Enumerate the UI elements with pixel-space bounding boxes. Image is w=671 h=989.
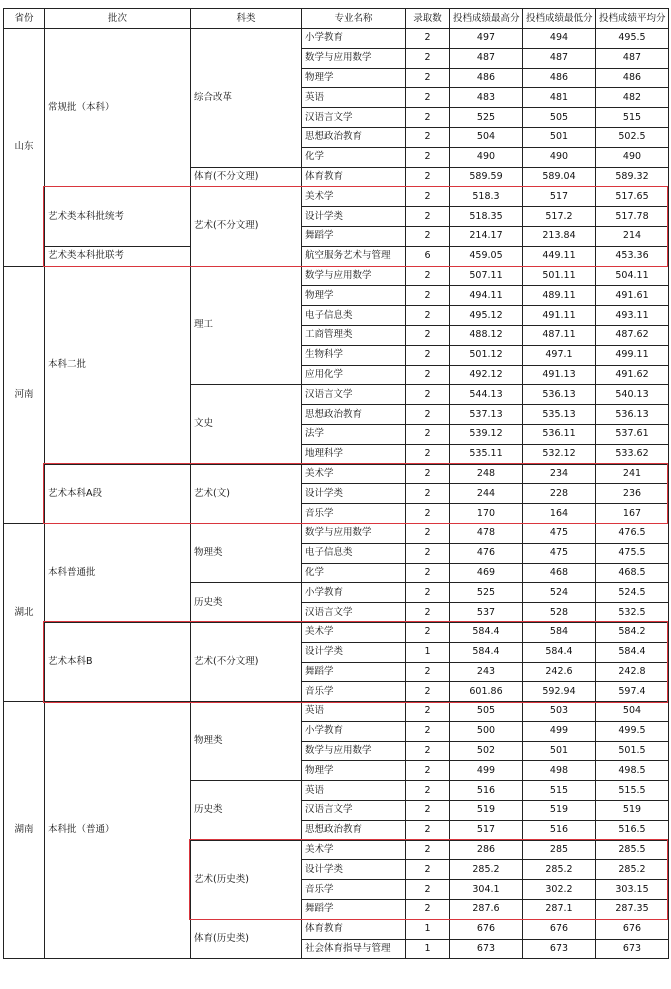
major-cell: 舞蹈学 (302, 226, 406, 246)
major-cell: 汉语言文学 (302, 385, 406, 405)
min-cell: 491.11 (523, 306, 596, 326)
count-cell: 2 (406, 325, 450, 345)
count-cell: 2 (406, 147, 450, 167)
count-cell: 6 (406, 246, 450, 266)
max-cell: 285.2 (450, 860, 523, 880)
header-count: 录取数 (406, 9, 450, 29)
major-cell: 生物科学 (302, 345, 406, 365)
subject-cell: 艺术(不分文理) (191, 622, 302, 701)
major-cell: 设计学类 (302, 860, 406, 880)
major-cell: 地理科学 (302, 444, 406, 464)
major-cell: 数学与应用数学 (302, 741, 406, 761)
avg-cell: 499.11 (596, 345, 669, 365)
table-row (4, 29, 669, 49)
avg-cell: 597.4 (596, 682, 669, 702)
header-subject: 科类 (191, 9, 302, 29)
max-cell: 214.17 (450, 226, 523, 246)
major-cell: 物理学 (302, 286, 406, 306)
min-cell: 676 (523, 919, 596, 939)
count-cell: 2 (406, 484, 450, 504)
count-cell: 2 (406, 29, 450, 49)
count-cell: 2 (406, 345, 450, 365)
min-cell: 499 (523, 721, 596, 741)
max-cell: 502 (450, 741, 523, 761)
count-cell: 2 (406, 583, 450, 603)
header-batch: 批次 (45, 9, 191, 29)
table-row (4, 266, 669, 286)
min-cell: 528 (523, 603, 596, 623)
count-cell: 2 (406, 523, 450, 543)
min-cell: 242.6 (523, 662, 596, 682)
avg-cell: 501.5 (596, 741, 669, 761)
max-cell: 488.12 (450, 325, 523, 345)
min-cell: 213.84 (523, 226, 596, 246)
avg-cell: 504.11 (596, 266, 669, 286)
min-cell: 489.11 (523, 286, 596, 306)
avg-cell: 490 (596, 147, 669, 167)
avg-cell: 236 (596, 484, 669, 504)
min-cell: 228 (523, 484, 596, 504)
max-cell: 459.05 (450, 246, 523, 266)
max-cell: 517 (450, 820, 523, 840)
subject-cell: 理工 (191, 266, 302, 385)
table-row (4, 464, 669, 484)
major-cell: 数学与应用数学 (302, 523, 406, 543)
subject-cell: 物理类 (191, 523, 302, 582)
table-row (4, 702, 669, 722)
avg-cell: 515.5 (596, 781, 669, 801)
min-cell: 535.13 (523, 405, 596, 425)
admission-scores-table (3, 8, 669, 959)
min-cell: 497.1 (523, 345, 596, 365)
min-cell: 494 (523, 29, 596, 49)
min-cell: 486 (523, 68, 596, 88)
subject-cell: 综合改革 (191, 29, 302, 168)
avg-cell: 482 (596, 88, 669, 108)
avg-cell: 242.8 (596, 662, 669, 682)
subject-cell: 物理类 (191, 702, 302, 781)
major-cell: 汉语言文学 (302, 603, 406, 623)
batch-cell: 艺术类本科批联考 (45, 246, 191, 266)
avg-cell: 476.5 (596, 523, 669, 543)
major-cell: 小学教育 (302, 29, 406, 49)
avg-cell: 589.32 (596, 167, 669, 187)
min-cell: 501 (523, 127, 596, 147)
major-cell: 工商管理类 (302, 325, 406, 345)
min-cell: 468 (523, 563, 596, 583)
major-cell: 英语 (302, 702, 406, 722)
major-cell: 法学 (302, 424, 406, 444)
major-cell: 小学教育 (302, 583, 406, 603)
count-cell: 2 (406, 286, 450, 306)
min-cell: 285 (523, 840, 596, 860)
major-cell: 英语 (302, 781, 406, 801)
count-cell: 2 (406, 543, 450, 563)
min-cell: 592.94 (523, 682, 596, 702)
table-row (4, 523, 669, 543)
max-cell: 519 (450, 801, 523, 821)
min-cell: 517 (523, 187, 596, 207)
table-body (4, 29, 669, 959)
min-cell: 498 (523, 761, 596, 781)
count-cell: 2 (406, 306, 450, 326)
min-cell: 516 (523, 820, 596, 840)
avg-cell: 517.65 (596, 187, 669, 207)
count-cell: 2 (406, 563, 450, 583)
count-cell: 2 (406, 504, 450, 524)
major-cell: 数学与应用数学 (302, 266, 406, 286)
batch-cell: 本科普通批 (45, 523, 191, 622)
count-cell: 2 (406, 464, 450, 484)
max-cell: 518.3 (450, 187, 523, 207)
min-cell: 517.2 (523, 207, 596, 227)
min-cell: 491.13 (523, 365, 596, 385)
batch-cell: 艺术类本科批统考 (45, 187, 191, 246)
max-cell: 495.12 (450, 306, 523, 326)
max-cell: 487 (450, 48, 523, 68)
batch-cell: 本科批（普通） (45, 702, 191, 959)
avg-cell: 502.5 (596, 127, 669, 147)
max-cell: 504 (450, 127, 523, 147)
avg-cell: 676 (596, 919, 669, 939)
count-cell: 2 (406, 781, 450, 801)
avg-cell: 491.62 (596, 365, 669, 385)
major-cell: 美术学 (302, 840, 406, 860)
max-cell: 490 (450, 147, 523, 167)
admission-scores-sheet (3, 8, 668, 959)
avg-cell: 495.5 (596, 29, 669, 49)
major-cell: 电子信息类 (302, 543, 406, 563)
min-cell: 287.1 (523, 900, 596, 920)
avg-cell: 533.62 (596, 444, 669, 464)
major-cell: 音乐学 (302, 880, 406, 900)
count-cell: 2 (406, 662, 450, 682)
max-cell: 501.12 (450, 345, 523, 365)
table-row (4, 187, 669, 207)
major-cell: 思想政治教育 (302, 127, 406, 147)
min-cell: 475 (523, 523, 596, 543)
avg-cell: 673 (596, 939, 669, 959)
max-cell: 499 (450, 761, 523, 781)
major-cell: 美术学 (302, 622, 406, 642)
max-cell: 601.86 (450, 682, 523, 702)
max-cell: 539.12 (450, 424, 523, 444)
max-cell: 248 (450, 464, 523, 484)
count-cell: 2 (406, 48, 450, 68)
max-cell: 478 (450, 523, 523, 543)
min-cell: 302.2 (523, 880, 596, 900)
major-cell: 化学 (302, 147, 406, 167)
major-cell: 音乐学 (302, 504, 406, 524)
min-cell: 536.13 (523, 385, 596, 405)
avg-cell: 498.5 (596, 761, 669, 781)
count-cell: 2 (406, 820, 450, 840)
major-cell: 设计学类 (302, 484, 406, 504)
max-cell: 244 (450, 484, 523, 504)
min-cell: 532.12 (523, 444, 596, 464)
max-cell: 589.59 (450, 167, 523, 187)
count-cell: 2 (406, 603, 450, 623)
count-cell: 2 (406, 860, 450, 880)
count-cell: 2 (406, 266, 450, 286)
major-cell: 航空服务艺术与管理 (302, 246, 406, 266)
count-cell: 2 (406, 424, 450, 444)
major-cell: 化学 (302, 563, 406, 583)
batch-cell: 本科二批 (45, 266, 191, 464)
major-cell: 电子信息类 (302, 306, 406, 326)
avg-cell: 499.5 (596, 721, 669, 741)
avg-cell: 453.36 (596, 246, 669, 266)
subject-cell: 艺术(文) (191, 464, 302, 523)
avg-cell: 517.78 (596, 207, 669, 227)
min-cell: 501.11 (523, 266, 596, 286)
max-cell: 507.11 (450, 266, 523, 286)
max-cell: 505 (450, 702, 523, 722)
count-cell: 2 (406, 108, 450, 128)
major-cell: 汉语言文学 (302, 108, 406, 128)
batch-cell: 艺术本科B (45, 622, 191, 701)
avg-cell: 519 (596, 801, 669, 821)
count-cell: 2 (406, 167, 450, 187)
count-cell: 2 (406, 741, 450, 761)
major-cell: 应用化学 (302, 365, 406, 385)
major-cell: 社会体育指导与管理 (302, 939, 406, 959)
avg-cell: 486 (596, 68, 669, 88)
avg-cell: 487.62 (596, 325, 669, 345)
max-cell: 584.4 (450, 622, 523, 642)
avg-cell: 167 (596, 504, 669, 524)
major-cell: 设计学类 (302, 642, 406, 662)
min-cell: 524 (523, 583, 596, 603)
avg-cell: 287.35 (596, 900, 669, 920)
count-cell: 2 (406, 127, 450, 147)
major-cell: 美术学 (302, 187, 406, 207)
header-avg: 投档成绩平均分 (596, 9, 669, 29)
table-row (4, 246, 669, 266)
subject-cell: 历史类 (191, 781, 302, 840)
major-cell: 设计学类 (302, 207, 406, 227)
count-cell: 2 (406, 187, 450, 207)
subject-cell: 艺术(不分文理) (191, 187, 302, 266)
avg-cell: 303.15 (596, 880, 669, 900)
max-cell: 483 (450, 88, 523, 108)
avg-cell: 515 (596, 108, 669, 128)
avg-cell: 540.13 (596, 385, 669, 405)
header-max: 投档成绩最高分 (450, 9, 523, 29)
count-cell: 2 (406, 365, 450, 385)
max-cell: 476 (450, 543, 523, 563)
max-cell: 170 (450, 504, 523, 524)
max-cell: 676 (450, 919, 523, 939)
major-cell: 小学教育 (302, 721, 406, 741)
header-province: 省份 (4, 9, 45, 29)
avg-cell: 285.2 (596, 860, 669, 880)
min-cell: 505 (523, 108, 596, 128)
major-cell: 体育教育 (302, 167, 406, 187)
min-cell: 503 (523, 702, 596, 722)
min-cell: 501 (523, 741, 596, 761)
max-cell: 497 (450, 29, 523, 49)
min-cell: 536.11 (523, 424, 596, 444)
max-cell: 525 (450, 583, 523, 603)
subject-cell: 艺术(历史类) (191, 840, 302, 919)
province-cell: 山东 (4, 29, 45, 267)
count-cell: 1 (406, 939, 450, 959)
min-cell: 519 (523, 801, 596, 821)
count-cell: 2 (406, 801, 450, 821)
min-cell: 475 (523, 543, 596, 563)
count-cell: 2 (406, 702, 450, 722)
avg-cell: 214 (596, 226, 669, 246)
avg-cell: 285.5 (596, 840, 669, 860)
count-cell: 2 (406, 207, 450, 227)
count-cell: 2 (406, 682, 450, 702)
min-cell: 490 (523, 147, 596, 167)
min-cell: 487.11 (523, 325, 596, 345)
count-cell: 1 (406, 919, 450, 939)
max-cell: 544.13 (450, 385, 523, 405)
major-cell: 舞蹈学 (302, 662, 406, 682)
count-cell: 2 (406, 761, 450, 781)
avg-cell: 475.5 (596, 543, 669, 563)
major-cell: 思想政治教育 (302, 405, 406, 425)
min-cell: 164 (523, 504, 596, 524)
major-cell: 数学与应用数学 (302, 48, 406, 68)
major-cell: 英语 (302, 88, 406, 108)
major-cell: 汉语言文学 (302, 801, 406, 821)
avg-cell: 532.5 (596, 603, 669, 623)
subject-cell: 文史 (191, 385, 302, 464)
avg-cell: 524.5 (596, 583, 669, 603)
max-cell: 243 (450, 662, 523, 682)
major-cell: 物理学 (302, 761, 406, 781)
subject-cell: 体育(不分文理) (191, 167, 302, 187)
max-cell: 494.11 (450, 286, 523, 306)
count-cell: 2 (406, 405, 450, 425)
max-cell: 584.4 (450, 642, 523, 662)
count-cell: 2 (406, 88, 450, 108)
avg-cell: 493.11 (596, 306, 669, 326)
avg-cell: 516.5 (596, 820, 669, 840)
header-major: 专业名称 (302, 9, 406, 29)
max-cell: 304.1 (450, 880, 523, 900)
batch-cell: 艺术本科A段 (45, 464, 191, 523)
max-cell: 525 (450, 108, 523, 128)
major-cell: 美术学 (302, 464, 406, 484)
min-cell: 584 (523, 622, 596, 642)
max-cell: 500 (450, 721, 523, 741)
avg-cell: 537.61 (596, 424, 669, 444)
max-cell: 287.6 (450, 900, 523, 920)
max-cell: 469 (450, 563, 523, 583)
max-cell: 537.13 (450, 405, 523, 425)
max-cell: 537 (450, 603, 523, 623)
min-cell: 487 (523, 48, 596, 68)
count-cell: 2 (406, 900, 450, 920)
count-cell: 2 (406, 226, 450, 246)
avg-cell: 504 (596, 702, 669, 722)
major-cell: 物理学 (302, 68, 406, 88)
batch-cell: 常规批（本科） (45, 29, 191, 187)
min-cell: 589.04 (523, 167, 596, 187)
major-cell: 思想政治教育 (302, 820, 406, 840)
major-cell: 舞蹈学 (302, 900, 406, 920)
avg-cell: 487 (596, 48, 669, 68)
avg-cell: 468.5 (596, 563, 669, 583)
min-cell: 584.4 (523, 642, 596, 662)
max-cell: 673 (450, 939, 523, 959)
count-cell: 2 (406, 622, 450, 642)
count-cell: 2 (406, 840, 450, 860)
max-cell: 535.11 (450, 444, 523, 464)
province-cell: 河南 (4, 266, 45, 523)
max-cell: 286 (450, 840, 523, 860)
major-cell: 音乐学 (302, 682, 406, 702)
major-cell: 体育教育 (302, 919, 406, 939)
avg-cell: 241 (596, 464, 669, 484)
min-cell: 673 (523, 939, 596, 959)
max-cell: 516 (450, 781, 523, 801)
province-cell: 湖南 (4, 702, 45, 959)
count-cell: 2 (406, 68, 450, 88)
min-cell: 285.2 (523, 860, 596, 880)
min-cell: 481 (523, 88, 596, 108)
min-cell: 515 (523, 781, 596, 801)
min-cell: 449.11 (523, 246, 596, 266)
header-min: 投档成绩最低分 (523, 9, 596, 29)
max-cell: 492.12 (450, 365, 523, 385)
subject-cell: 历史类 (191, 583, 302, 623)
count-cell: 1 (406, 642, 450, 662)
count-cell: 2 (406, 721, 450, 741)
avg-cell: 491.61 (596, 286, 669, 306)
max-cell: 518.35 (450, 207, 523, 227)
subject-cell: 体育(历史类) (191, 919, 302, 959)
avg-cell: 584.2 (596, 622, 669, 642)
count-cell: 2 (406, 880, 450, 900)
max-cell: 486 (450, 68, 523, 88)
min-cell: 234 (523, 464, 596, 484)
table-row (4, 622, 669, 642)
province-cell: 湖北 (4, 523, 45, 701)
count-cell: 2 (406, 385, 450, 405)
header-row (4, 9, 669, 29)
avg-cell: 536.13 (596, 405, 669, 425)
count-cell: 2 (406, 444, 450, 464)
avg-cell: 584.4 (596, 642, 669, 662)
